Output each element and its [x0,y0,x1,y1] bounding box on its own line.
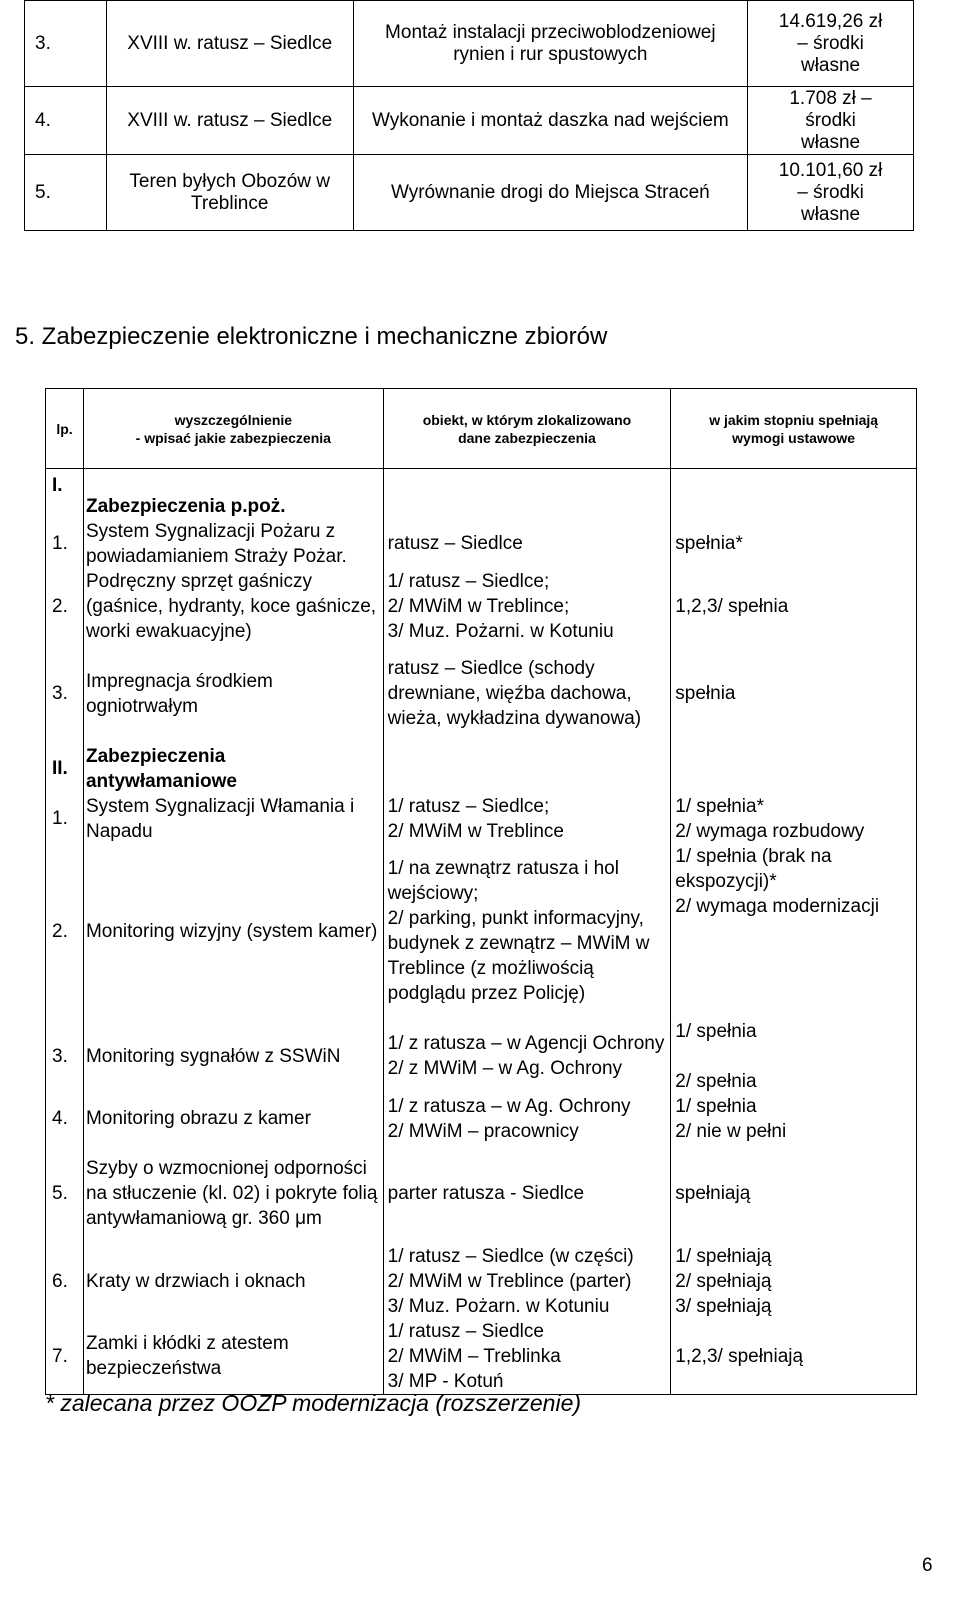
row-number: 3. [46,644,84,744]
specification-cell: Monitoring sygnałów z SSWiN [83,1019,383,1094]
table-row [25,1,914,87]
specification-cell: Impregnacja środkiem ogniotrwałym [83,644,383,744]
specification-cell: Monitoring obrazu z kamer [83,1094,383,1144]
work-cell: Wykonanie i montaż daszka nad wejściem [353,87,748,155]
table-row [46,1244,917,1319]
table-row [25,155,914,231]
specification-cell: Zabezpieczenia p.poż. [83,469,383,519]
cost-cell: 1.708 zł – środki własne [748,87,914,155]
work-cell: Wyrównanie drogi do Miejsca Straceń [353,155,748,231]
specification-cell: Kraty w drzwiach i oknach [83,1244,383,1319]
compliance-cell: spełnia* [671,519,917,569]
row-number: 2. [46,569,84,644]
table-row [25,87,914,155]
object-cell [383,744,671,794]
object-cell: 1/ ratusz – Siedlce 2/ MWiM – Treblinka 3/ MP - Kotuń [383,1319,671,1395]
page-number: 6 [922,1555,933,1576]
table-row [46,1094,917,1144]
specification-cell: System Sygnalizacji Pożaru z powiadamianiem Straży Pożar. [83,519,383,569]
compliance-cell: spełniają [671,1144,917,1244]
table-header-row [46,389,917,469]
header-compliance: w jakim stopniu spełniają wymogi ustawowe [671,389,917,469]
compliance-cell: spełnia [671,644,917,744]
object-cell [383,469,671,519]
table-row [46,569,917,644]
row-number: 5. [46,1144,84,1244]
table-row [46,844,917,1019]
row-number: 3. [25,1,107,87]
compliance-cell: 1/ spełniają 2/ spełniają 3/ spełniają [671,1244,917,1319]
table-row [46,794,917,844]
table-row [46,1019,917,1094]
row-number: 1. [46,794,84,844]
row-number: 4. [25,87,107,155]
compliance-cell: 1/ spełnia 2/ spełnia [671,1019,917,1094]
row-number: 7. [46,1319,84,1395]
header-object: obiekt, w którym zlokalizowano dane zabezpieczenia [383,389,671,469]
compliance-cell: 1/ spełnia 2/ nie w pełni [671,1094,917,1144]
row-number: I. [46,469,84,519]
row-number: 6. [46,1244,84,1319]
object-cell: ratusz – Siedlce (schody drewniane, więźba dachowa, wieża, wykładzina dywanowa) [383,644,671,744]
specification-cell: Podręczny sprzęt gaśniczy (gaśnice, hydranty, koce gaśnicze, worki ewakuacyjne) [83,569,383,644]
compliance-cell: 1,2,3/ spełniają [671,1319,917,1395]
table-row [46,1144,917,1244]
object-cell: 1/ ratusz – Siedlce; 2/ MWiM w Treblince [383,794,671,844]
compliance-cell [671,469,917,519]
cost-cell: 14.619,26 zł – środki własne [748,1,914,87]
work-cell: Montaż instalacji przeciwoblodzeniowej rynien i rur spustowych [353,1,748,87]
footnote: * zalecana przez OOZP modernizacja (rozszerzenie) [45,1390,582,1416]
table-row [46,744,917,794]
row-number: 2. [46,844,84,1019]
row-number: II. [46,744,84,794]
section-heading: 5. Zabezpieczenie elektroniczne i mechaniczne zbiorów [15,323,608,350]
object-cell: 1/ ratusz – Siedlce; 2/ MWiM w Treblince; 3/ Muz. Pożarni. w Kotuniu [383,569,671,644]
row-number: 3. [46,1019,84,1094]
specification-cell: Szyby o wzmocnionej odporności na stłuczenie (kl. 02) i pokryte folią antywłamaniową gr. 360 μm [83,1144,383,1244]
table-row [46,1319,917,1395]
cost-table [24,0,914,231]
specification-cell: Monitoring wizyjny (system kamer) [83,844,383,1019]
header-specification: wyszczególnienie - wpisać jakie zabezpieczenia [83,389,383,469]
location-cell: Teren byłych Obozów w Treblince [106,155,353,231]
object-cell: 1/ na zewnątrz ratusza i hol wejściowy; 2/ parking, punkt informacyjny, budynek z zewnątrz – MWiM w Treblince (z możliwością podglądu przez Policję) [383,844,671,1019]
compliance-cell: 1/ spełnia* 2/ wymaga rozbudowy [671,794,917,844]
compliance-cell: 1/ spełnia (brak na ekspozycji)* 2/ wymaga modernizacji [671,844,917,1019]
object-cell: 1/ z ratusza – w Agencji Ochrony 2/ z MWiM – w Ag. Ochrony [383,1019,671,1094]
object-cell: 1/ ratusz – Siedlce (w części) 2/ MWiM w Treblince (parter) 3/ Muz. Pożarn. w Kotuniu [383,1244,671,1319]
location-cell: XVIII w. ratusz – Siedlce [106,87,353,155]
specification-cell: Zamki i kłódki z atestem bezpieczeństwa [83,1319,383,1395]
object-cell: parter ratusza - Siedlce [383,1144,671,1244]
table-row [46,519,917,569]
table-row [46,469,917,519]
specification-cell: System Sygnalizacji Włamania i Napadu [83,794,383,844]
header-lp: lp. [46,389,84,469]
row-number: 1. [46,519,84,569]
compliance-cell: 1,2,3/ spełnia [671,569,917,644]
object-cell: ratusz – Siedlce [383,519,671,569]
row-number: 5. [25,155,107,231]
compliance-cell [671,744,917,794]
security-table [45,388,917,1395]
object-cell: 1/ z ratusza – w Ag. Ochrony 2/ MWiM – pracownicy [383,1094,671,1144]
table-row [46,644,917,744]
cost-cell: 10.101,60 zł – środki własne [748,155,914,231]
location-cell: XVIII w. ratusz – Siedlce [106,1,353,87]
row-number: 4. [46,1094,84,1144]
specification-cell: Zabezpieczenia antywłamaniowe [83,744,383,794]
